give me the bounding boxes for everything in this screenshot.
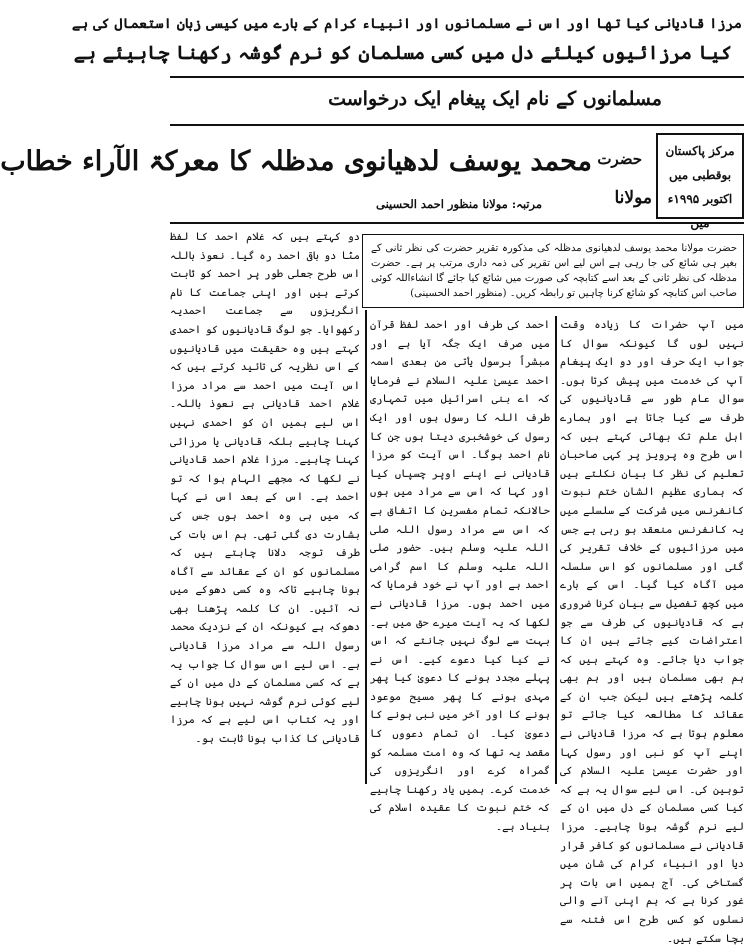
article-column-right: میں آپ حضرات کا زیادہ وقت نہیں لوں گا کیونکہ سوال کا جواب ایک حرف اور دو ایک پیغام آپ کی خدمت میں پیش کرتا ہوں۔ سوال عام طور سے قادیانیوں کی طرف سے کیا جاتا ہے اور ہمارے اہل علم تک بھائی کہتے ہیں کہ اس طرح وہ پرویز پر کہی صاحبان تعلیم کی نظر کا بیان نکلتے ہیں کہ ہماری عظیم الشان ختم نبوت کانفرنس میں شرکت کے سلسلے میں یہ کانفرنس منعقد ہو رہی ہے جس میں مرزائیوں کے خلاف تقریر کی گئی اور مسلمانوں کو اس سلسلہ میں آگاہ کیا گیا۔ اس کے بارے میں کچھ تفصیل سے بیان کرنا ضروری ہے کہ قادیانیوں کی طرف سے جو اعتراضات کیے جاتے ہیں ان کا جواب دیا جائے۔ وہ کہتے ہیں کہ ہم بھی مسلمان ہیں اور ہم بھی کلمہ پڑھتے ہیں لیکن جب ان کے عقائد کا مطالعہ کیا جائے تو معلوم ہوتا ہے کہ مرزا قادیانی نے اپنے آپ کو نبی اور رسول کہا اور حضرت عیسیٰ علیہ السلام کی توہین کی۔ اس لیے سوال یہ ہے کہ کیا کسی مسلمان کے دل میں ان کے لیے نرم گوشہ ہونا چاہیے۔ مرزا قادیانی نے مسلمانوں کو کافر قرار دیا اور انبیاء کرام کی شان میں گستاخی کی۔ آج ہمیں اس بات پر غور کرنا ہے کہ ہم اپنی آنے والی نسلوں کو کس طرح اس فتنہ سے بچا سکتے ہیں۔ — [560, 319, 744, 945]
divider-masthead-bottom — [170, 222, 744, 224]
event-box-text: مرکز پاکستان بوقطبی میں اکتوبر ۱۹۹۵ء — [665, 144, 735, 206]
divider-masthead-top — [170, 124, 744, 126]
intro-box — [362, 234, 744, 308]
column-divider-right — [555, 316, 557, 784]
headline-request: مسلمانوں کے نام ایک پیغام ایک درخواست — [328, 88, 662, 110]
divider-top — [170, 76, 744, 78]
article-column-left: دو کہتے ہیں کہ غلام احمد کا لفظ مٹا دو باقی احمد رہ گیا۔ نعوذ باللہ اس طرح جعلی طور پر احمد کو ثابت کرتے ہیں اور اپنی جماعت کا نام انگریزوں سے جماعت احمدیہ رکھوایا۔ جو لوگ قادیانیوں کو احمدی کہتے ہیں وہ حقیقت میں قادیانیوں کے اس نظریہ کی تائید کرتے ہیں کہ اس آیت میں احمد سے مراد مرزا غلام احمد قادیانی ہے نعوذ باللہ۔ اس لیے ہمیں ان کو احمدی نہیں کہنا چاہیے بلکہ قادیانی یا مرزائی کہنا چاہیے۔ مرزا غلام احمد قادیانی نے لکھا کہ مجھے الہام ہوا کہ تو احمد ہے۔ اس کے بعد اس نے کہا کہ میں ہی وہ احمد ہوں جس کی بشارت دی گئی تھی۔ ہم اس بات کی طرف توجہ دلانا چاہتے ہیں کہ مسلمانوں کو ان کے عقائد سے آگاہ ہونا چاہیے تاکہ وہ کسی دھوکے میں نہ آئیں۔ ان کا کلمہ پڑھنا بھی دھوکہ ہے کیونکہ ان کے نزدیک محمد رسول اللہ سے مراد مرزا قادیانی ہے۔ اس لیے اس سوال کا جواب یہ ہے کہ کسی مسلمان کے دل میں ان کے لیے کوئی نرم گوشہ نہیں ہونا چاہیے اور یہ کتاب اس لیے ہے کہ مرزا قادیانی کا کذاب ہونا ثابت ہو۔ — [170, 231, 360, 746]
headline-top-line2: کیا مرزائیوں کیلئے دل میں کسی مسلمان کو نرم گوشہ رکھنا چاہیئے ہے — [73, 42, 732, 64]
headline-top-line1: مرزا قادیانی کیا تھا اور اس نے مسلمانوں اور انبیاء کرام کے بارے میں کیسی زبان استعمال کی ہے — [71, 16, 742, 32]
intro-text: حضرت مولانا محمد یوسف لدھیانوی مدظلہ کی مذکورہ تقریر حضرت کی نظر ثانی کے بغیر ہی شائع کی جا رہی ہے اس لیے اس تقریر کی ذمہ داری مرتب پر ہے۔ حضرت مدظلہ کی نظر ثانی کے بعد اسے کتابچہ کی صورت میں شائع کیا جائے گا انشاءاللہ کوئی صاحب اس کتابچہ کو شائع کرنا چاہیں تو رابطہ کریں۔ (منظور احمد الحسینی) — [371, 243, 737, 299]
event-box — [656, 133, 744, 219]
maulana-label: مولانا — [614, 188, 652, 208]
masthead-title: محمد یوسف لدھیانوی مدظلہ کا معرکۃ الآراء خطاب — [0, 146, 592, 177]
hazrat-label: حضرت — [597, 150, 642, 168]
column-divider-left — [365, 310, 367, 784]
compiler-line: مرتبہ: مولانا منظور احمد الحسینی — [376, 197, 542, 211]
article-column-middle: احمد کی طرف اور احمد لفظ قرآن میں صرف ایک جگہ آیا ہے اور مبشراً برسول یأتی من بعدی اسمہ احمد عیسیٰ علیہ السلام نے فرمایا کہ اے بنی اسرائیل میں تمہاری طرف اللہ کا رسول ہوں اور ایک رسول کی خوشخبری دیتا ہوں جن کا نام احمد ہوگا۔ اس آیت کو مرزا قادیانی نے اپنے اوپر چسپاں کیا اور کہا کہ اس سے مراد میں ہوں حالانکہ تمام مفسرین کا اتفاق ہے کہ اس سے مراد رسول اللہ صلی اللہ علیہ وسلم ہیں۔ حضور صلی اللہ علیہ وسلم کا اسم گرامی احمد ہے اور آپ نے خود فرمایا کہ میں احمد ہوں۔ مرزا قادیانی نے لکھا کہ یہ آیت میرے حق میں ہے۔ بہت سے لوگ نہیں جانتے کہ اس نے کیا کیا دعوے کیے۔ اس نے پہلے مجدد ہونے کا دعویٰ کیا پھر مہدی ہونے کا پھر مسیح موعود ہونے کا اور آخر میں نبی ہونے کا دعویٰ کیا۔ ان تمام دعووں کا مقصد یہ تھا کہ وہ امت مسلمہ کو گمراہ کرے اور انگریزوں کی خدمت کرے۔ ہمیں یاد رکھنا چاہیے کہ ختم نبوت کا عقیدہ اسلام کی بنیاد ہے۔ — [370, 319, 550, 834]
